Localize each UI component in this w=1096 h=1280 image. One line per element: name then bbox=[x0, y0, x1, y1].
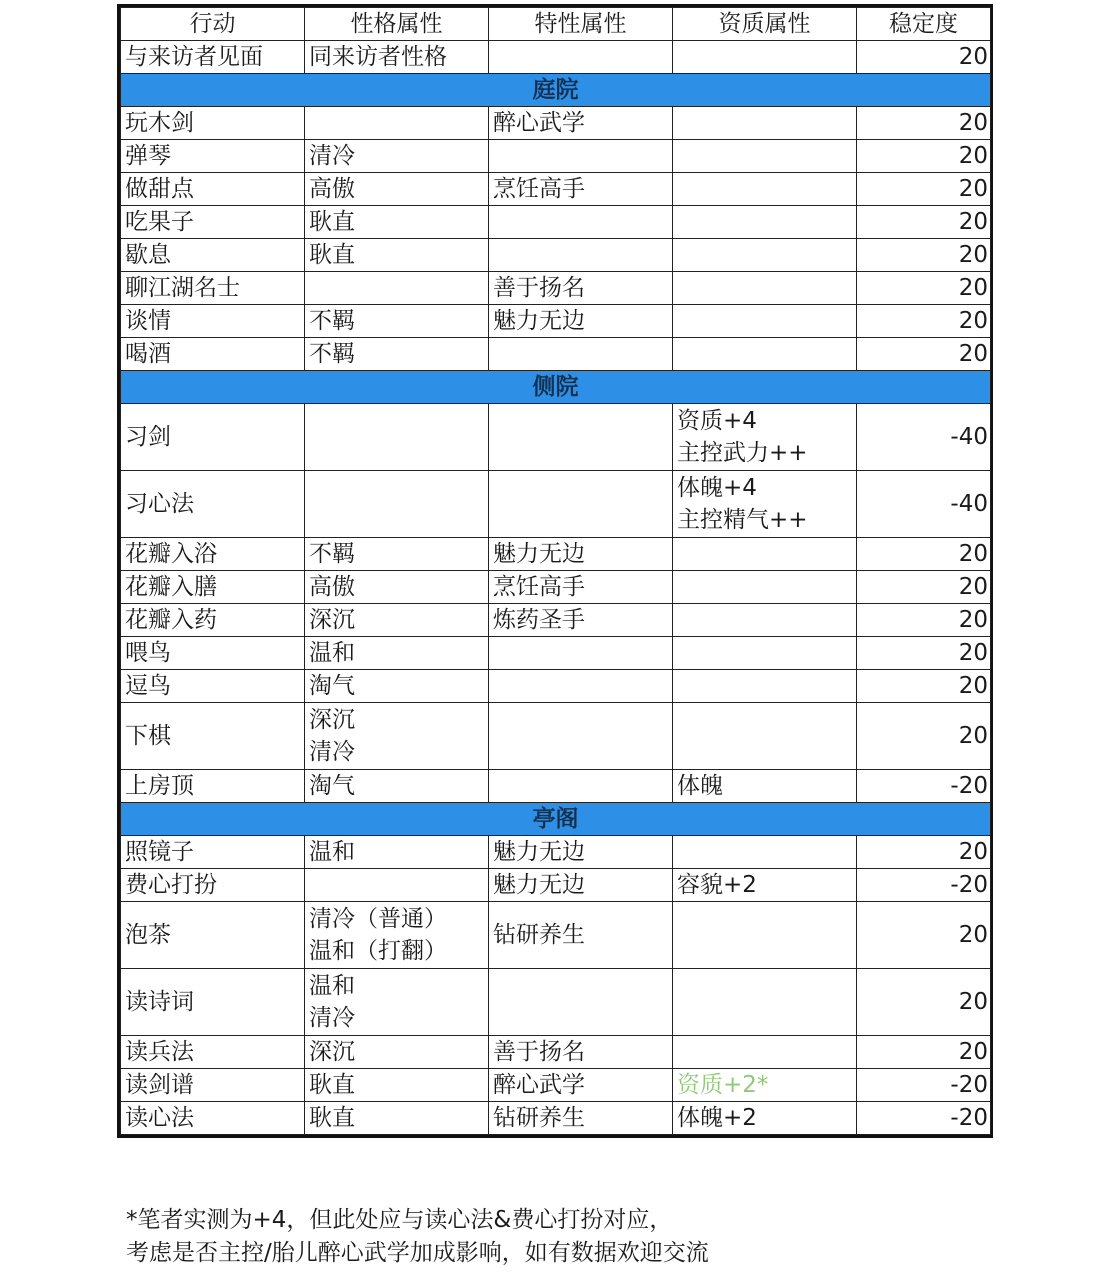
cell-personality: 同来访者性格 bbox=[305, 41, 489, 74]
cell-stability: 20 bbox=[857, 604, 991, 637]
cell-personality bbox=[305, 404, 489, 471]
attribute-table bbox=[117, 4, 993, 1138]
cell-stability: -20 bbox=[857, 869, 991, 902]
cell-action: 做甜点 bbox=[121, 173, 305, 206]
cell-trait: 善于扬名 bbox=[489, 1036, 673, 1069]
table-row bbox=[121, 206, 991, 239]
table-row bbox=[121, 836, 991, 869]
cell-stability: -20 bbox=[857, 1069, 991, 1102]
cell-action: 逗鸟 bbox=[121, 670, 305, 703]
table-row bbox=[121, 404, 991, 471]
cell-personality bbox=[305, 969, 489, 1036]
cell-trait: 醉心武学 bbox=[489, 107, 673, 140]
header-aptitude: 资质属性 bbox=[673, 8, 857, 41]
cell-personality: 温和 bbox=[305, 637, 489, 670]
header-action: 行动 bbox=[121, 8, 305, 41]
cell-action: 与来访者见面 bbox=[121, 41, 305, 74]
cell-action: 读心法 bbox=[121, 1102, 305, 1135]
table-row bbox=[121, 869, 991, 902]
cell-personality: 不羁 bbox=[305, 305, 489, 338]
cell-trait bbox=[489, 471, 673, 538]
cell-line: 资质+4 bbox=[677, 408, 757, 434]
cell-stability: 20 bbox=[857, 836, 991, 869]
cell-line: 温和 bbox=[309, 973, 355, 999]
cell-trait: 钻研养生 bbox=[489, 1102, 673, 1135]
cell-aptitude bbox=[673, 471, 857, 538]
cell-trait bbox=[489, 239, 673, 272]
table-row bbox=[121, 338, 991, 371]
table-row bbox=[121, 1036, 991, 1069]
cell-action: 习心法 bbox=[121, 471, 305, 538]
section-title: 庭院 bbox=[121, 74, 991, 107]
cell-stability: 20 bbox=[857, 703, 991, 770]
cell-action: 费心打扮 bbox=[121, 869, 305, 902]
cell-trait bbox=[489, 140, 673, 173]
section-title: 亭阁 bbox=[121, 803, 991, 836]
table-row bbox=[121, 902, 991, 969]
table-row bbox=[121, 571, 991, 604]
cell-action: 读兵法 bbox=[121, 1036, 305, 1069]
cell-personality: 不羁 bbox=[305, 538, 489, 571]
table-row bbox=[121, 107, 991, 140]
cell-line: 清冷 bbox=[309, 739, 355, 765]
cell-personality: 高傲 bbox=[305, 571, 489, 604]
table-row bbox=[121, 471, 991, 538]
footnote-line: 考虑是否主控/胎儿醉心武学加成影响，如有数据欢迎交流 bbox=[126, 1240, 709, 1266]
table-row bbox=[121, 703, 991, 770]
cell-aptitude bbox=[673, 206, 857, 239]
cell-trait bbox=[489, 969, 673, 1036]
cell-stability: 20 bbox=[857, 41, 991, 74]
cell-personality: 深沉 bbox=[305, 1036, 489, 1069]
cell-trait: 魅力无边 bbox=[489, 869, 673, 902]
cell-action: 歇息 bbox=[121, 239, 305, 272]
cell-action: 喂鸟 bbox=[121, 637, 305, 670]
cell-action: 习剑 bbox=[121, 404, 305, 471]
cell-line: 温和（打翻） bbox=[309, 938, 447, 964]
cell-stability: 20 bbox=[857, 338, 991, 371]
cell-line: 清冷 bbox=[309, 1005, 355, 1031]
cell-personality: 耿直 bbox=[305, 1069, 489, 1102]
table-row bbox=[121, 239, 991, 272]
section-title: 侧院 bbox=[121, 371, 991, 404]
cell-personality bbox=[305, 869, 489, 902]
cell-trait: 炼药圣手 bbox=[489, 604, 673, 637]
cell-aptitude bbox=[673, 140, 857, 173]
table-row bbox=[121, 1102, 991, 1135]
cell-trait bbox=[489, 670, 673, 703]
footnote-line: *笔者实测为+4，但此处应与读心法&费心打扮对应， bbox=[126, 1207, 673, 1233]
cell-action: 花瓣入浴 bbox=[121, 538, 305, 571]
table-row bbox=[121, 604, 991, 637]
cell-aptitude bbox=[673, 41, 857, 74]
cell-trait: 魅力无边 bbox=[489, 305, 673, 338]
cell-stability: 20 bbox=[857, 670, 991, 703]
header-trait: 特性属性 bbox=[489, 8, 673, 41]
cell-action: 泡茶 bbox=[121, 902, 305, 969]
cell-aptitude bbox=[673, 604, 857, 637]
table-row bbox=[121, 670, 991, 703]
cell-action: 照镜子 bbox=[121, 836, 305, 869]
cell-personality: 不羁 bbox=[305, 338, 489, 371]
cell-action: 花瓣入膳 bbox=[121, 571, 305, 604]
cell-stability: -40 bbox=[857, 471, 991, 538]
cell-trait: 魅力无边 bbox=[489, 836, 673, 869]
cell-stability: 20 bbox=[857, 902, 991, 969]
table-row bbox=[121, 41, 991, 74]
cell-personality bbox=[305, 272, 489, 305]
cell-action: 上房顶 bbox=[121, 770, 305, 803]
cell-trait bbox=[489, 770, 673, 803]
table-row bbox=[121, 538, 991, 571]
cell-stability: 20 bbox=[857, 305, 991, 338]
table-row bbox=[121, 770, 991, 803]
cell-stability: 20 bbox=[857, 571, 991, 604]
cell-action: 吃果子 bbox=[121, 206, 305, 239]
table-row bbox=[121, 140, 991, 173]
cell-stability: 20 bbox=[857, 969, 991, 1036]
cell-trait bbox=[489, 404, 673, 471]
cell-aptitude: 体魄 bbox=[673, 770, 857, 803]
cell-trait: 烹饪高手 bbox=[489, 571, 673, 604]
cell-personality: 高傲 bbox=[305, 173, 489, 206]
cell-stability: 20 bbox=[857, 206, 991, 239]
cell-trait: 善于扬名 bbox=[489, 272, 673, 305]
cell-line: 清冷（普通） bbox=[309, 906, 447, 932]
cell-personality: 深沉 bbox=[305, 604, 489, 637]
cell-aptitude bbox=[673, 670, 857, 703]
cell-personality bbox=[305, 471, 489, 538]
section-header bbox=[121, 803, 991, 836]
table-row bbox=[121, 969, 991, 1036]
table-row bbox=[121, 637, 991, 670]
cell-action: 喝酒 bbox=[121, 338, 305, 371]
section-header bbox=[121, 371, 991, 404]
cell-aptitude bbox=[673, 969, 857, 1036]
cell-action: 谈情 bbox=[121, 305, 305, 338]
cell-aptitude bbox=[673, 538, 857, 571]
cell-stability: -40 bbox=[857, 404, 991, 471]
cell-personality: 耿直 bbox=[305, 239, 489, 272]
cell-aptitude bbox=[673, 836, 857, 869]
section-header bbox=[121, 74, 991, 107]
cell-trait bbox=[489, 637, 673, 670]
cell-aptitude bbox=[673, 305, 857, 338]
cell-stability: 20 bbox=[857, 107, 991, 140]
cell-aptitude bbox=[673, 1036, 857, 1069]
cell-stability: 20 bbox=[857, 637, 991, 670]
cell-aptitude bbox=[673, 637, 857, 670]
cell-action: 玩木剑 bbox=[121, 107, 305, 140]
cell-personality bbox=[305, 107, 489, 140]
table-row bbox=[121, 272, 991, 305]
cell-aptitude: 体魄+2 bbox=[673, 1102, 857, 1135]
header-personality: 性格属性 bbox=[305, 8, 489, 41]
cell-aptitude bbox=[673, 272, 857, 305]
cell-action: 下棋 bbox=[121, 703, 305, 770]
cell-aptitude bbox=[673, 338, 857, 371]
header-stability: 稳定度 bbox=[857, 8, 991, 41]
table-row bbox=[121, 173, 991, 206]
cell-stability: -20 bbox=[857, 1102, 991, 1135]
cell-personality: 淘气 bbox=[305, 670, 489, 703]
cell-personality: 耿直 bbox=[305, 206, 489, 239]
table-row bbox=[121, 305, 991, 338]
cell-line: 主控精气++ bbox=[677, 507, 808, 533]
cell-personality: 温和 bbox=[305, 836, 489, 869]
cell-action: 读剑谱 bbox=[121, 1069, 305, 1102]
cell-action: 聊江湖名士 bbox=[121, 272, 305, 305]
cell-stability: 20 bbox=[857, 239, 991, 272]
cell-stability: 20 bbox=[857, 1036, 991, 1069]
cell-line: 体魄+4 bbox=[677, 475, 757, 501]
cell-line: 深沉 bbox=[309, 707, 355, 733]
cell-aptitude bbox=[673, 902, 857, 969]
cell-action: 花瓣入药 bbox=[121, 604, 305, 637]
cell-trait: 钻研养生 bbox=[489, 902, 673, 969]
cell-trait: 魅力无边 bbox=[489, 538, 673, 571]
cell-trait bbox=[489, 41, 673, 74]
footnote bbox=[126, 1204, 1026, 1270]
cell-personality: 耿直 bbox=[305, 1102, 489, 1135]
cell-aptitude: 资质+2* bbox=[673, 1069, 857, 1102]
cell-trait bbox=[489, 206, 673, 239]
cell-aptitude bbox=[673, 703, 857, 770]
cell-stability: -20 bbox=[857, 770, 991, 803]
cell-trait: 烹饪高手 bbox=[489, 173, 673, 206]
cell-stability: 20 bbox=[857, 140, 991, 173]
cell-trait bbox=[489, 338, 673, 371]
cell-personality: 淘气 bbox=[305, 770, 489, 803]
cell-stability: 20 bbox=[857, 173, 991, 206]
cell-action: 弹琴 bbox=[121, 140, 305, 173]
cell-action: 读诗词 bbox=[121, 969, 305, 1036]
cell-aptitude bbox=[673, 239, 857, 272]
cell-aptitude bbox=[673, 107, 857, 140]
cell-stability: 20 bbox=[857, 538, 991, 571]
table-row bbox=[121, 1069, 991, 1102]
cell-personality: 清冷 bbox=[305, 140, 489, 173]
cell-aptitude bbox=[673, 404, 857, 471]
header-row bbox=[121, 8, 991, 41]
cell-aptitude bbox=[673, 173, 857, 206]
cell-line: 主控武力++ bbox=[677, 440, 808, 466]
cell-trait: 醉心武学 bbox=[489, 1069, 673, 1102]
cell-trait bbox=[489, 703, 673, 770]
cell-aptitude: 容貌+2 bbox=[673, 869, 857, 902]
cell-stability: 20 bbox=[857, 272, 991, 305]
cell-personality bbox=[305, 703, 489, 770]
cell-aptitude bbox=[673, 571, 857, 604]
cell-personality bbox=[305, 902, 489, 969]
